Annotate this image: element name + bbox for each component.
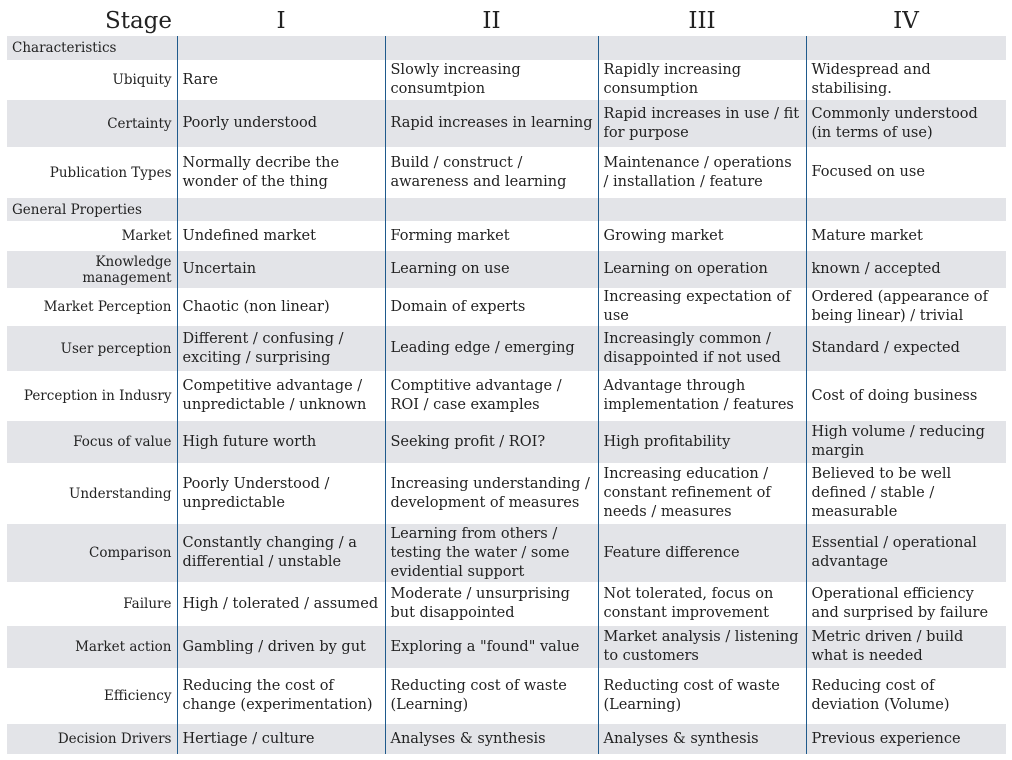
cell-stage-1: High / tolerated / assumed [177, 582, 385, 626]
cell-stage-2: Reducting cost of waste (Learning) [385, 668, 598, 724]
cell-stage-3: Growing market [598, 221, 806, 251]
cell-stage-3: Maintenance / operations / installation / feature [598, 147, 806, 198]
cell-stage-1: Chaotic (non linear) [177, 288, 385, 326]
table-row [7, 724, 1006, 754]
table-row [7, 288, 1006, 326]
cell-stage-2: Moderate / unsurprising but disappointed [385, 582, 598, 626]
section-row [7, 198, 1006, 221]
row-label: Market action [7, 626, 177, 668]
cell-stage-4: Believed to be well defined / stable / measurable [806, 463, 1006, 524]
cell-stage-3: High profitability [598, 421, 806, 463]
table-row [7, 582, 1006, 626]
stage-header: Stage [104, 8, 172, 34]
cell-stage-1: Constantly changing / a differential / unstable [177, 524, 385, 582]
cell-stage-2: Domain of experts [385, 288, 598, 326]
cell-stage-4: Commonly understood (in terms of use) [806, 100, 1006, 147]
row-label: Publication Types [49, 164, 172, 181]
column-header-iv: IV [893, 8, 919, 34]
cell-stage-4: Previous experience [806, 724, 1006, 754]
cell-stage-2: Seeking profit / ROI? [385, 421, 598, 463]
cell-stage-2: Comptitive advantage / ROI / case examples [385, 371, 598, 421]
cell-stage-3: Rapidly increasing consumption [598, 60, 806, 100]
cell-stage-4: Focused on use [806, 147, 1006, 198]
section-empty-cell [598, 36, 806, 60]
table-row [7, 626, 1006, 668]
section-empty-cell [385, 36, 598, 60]
table-row [7, 147, 1006, 198]
column-header-iii: III [688, 8, 716, 34]
row-label: Efficiency [103, 688, 172, 704]
cell-stage-4: Ordered (appearance of being linear) / trivial [806, 288, 1006, 326]
section-row [7, 36, 1006, 60]
table-row [7, 326, 1006, 371]
cell-stage-3: Increasing education / constant refinement of needs / measures [598, 463, 806, 524]
cell-stage-1: Competitive advantage / unpredictable / unknown [177, 371, 385, 421]
row-label: Knowledge management [7, 251, 177, 288]
row-label: Certainty [7, 100, 177, 147]
section-empty-cell [806, 198, 1006, 221]
cell-stage-1: Rare [177, 60, 385, 100]
cell-stage-4: Reducing cost of deviation (Volume) [806, 668, 1006, 724]
cell-stage-2: Learning on use [385, 251, 598, 288]
cell-stage-3: Feature difference [598, 524, 806, 582]
cell-stage-4: Operational efficiency and surprised by failure [806, 582, 1006, 626]
cell-stage-3: Advantage through implementation / features [598, 371, 806, 421]
row-label: Ubiquity [112, 72, 172, 88]
table-row [7, 371, 1006, 421]
section-empty-cell [385, 198, 598, 221]
cell-stage-2: Build / construct / awareness and learning [385, 147, 598, 198]
cell-stage-4: Essential / operational advantage [806, 524, 1006, 582]
cell-stage-1: Reducing the cost of change (experimentation) [177, 668, 385, 724]
row-label: Failure [123, 596, 172, 612]
section-empty-cell [177, 198, 385, 221]
table-body [7, 36, 1006, 754]
cell-stage-3: Market analysis / listening to customers [598, 626, 806, 668]
table-row [7, 668, 1006, 724]
cell-stage-1: High future worth [177, 421, 385, 463]
row-label: Understanding [68, 485, 172, 502]
cell-stage-4: Standard / expected [806, 326, 1006, 371]
row-label: Focus of value [7, 421, 177, 463]
cell-stage-3: Rapid increases in use / fit for purpose [598, 100, 806, 147]
cell-stage-4: Widespread and stabilising. [806, 60, 1006, 100]
cell-stage-3: Analyses & synthesis [598, 724, 806, 754]
row-label: User perception [7, 326, 177, 371]
cell-stage-2: Increasing understanding / development of measures [385, 463, 598, 524]
cell-stage-1: Different / confusing / exciting / surprising [177, 326, 385, 371]
cell-stage-3: Increasing expectation of use [598, 288, 806, 326]
cell-stage-3: Not tolerated, focus on constant improvement [598, 582, 806, 626]
section-title: Characteristics [7, 36, 177, 60]
cell-stage-4: Metric driven / build what is needed [806, 626, 1006, 668]
row-label: Decision Drivers [7, 724, 177, 754]
cell-stage-2: Leading edge / emerging [385, 326, 598, 371]
cell-stage-1: Uncertain [177, 251, 385, 288]
cell-stage-4: Cost of doing business [806, 371, 1006, 421]
cell-stage-2: Learning from others / testing the water / some evidential support [385, 524, 598, 582]
cell-stage-2: Forming market [385, 221, 598, 251]
cell-stage-1: Poorly Understood / unpredictable [177, 463, 385, 524]
table-row [7, 221, 1006, 251]
table-row [7, 60, 1006, 100]
table-row [7, 100, 1006, 147]
row-label: Perception in Indusry [23, 388, 172, 404]
cell-stage-2: Analyses & synthesis [385, 724, 598, 754]
cell-stage-3: Reducting cost of waste (Learning) [598, 668, 806, 724]
cell-stage-3: Learning on operation [598, 251, 806, 288]
table-row [7, 463, 1006, 524]
cell-stage-1: Hertiage / culture [177, 724, 385, 754]
cell-stage-1: Gambling / driven by gut [177, 626, 385, 668]
table-row [7, 421, 1006, 463]
table-row [7, 524, 1006, 582]
cell-stage-4: Mature market [806, 221, 1006, 251]
section-title: General Properties [7, 198, 177, 221]
stage-characteristics-table [7, 0, 1006, 754]
section-empty-cell [806, 36, 1006, 60]
cell-stage-4: known / accepted [806, 251, 1006, 288]
row-label: Comparison [7, 524, 177, 582]
section-empty-cell [598, 198, 806, 221]
row-label: Market Perception [43, 299, 172, 315]
cell-stage-1: Undefined market [177, 221, 385, 251]
cell-stage-1: Normally decribe the wonder of the thing [177, 147, 385, 198]
column-header-ii: II [482, 8, 501, 34]
section-empty-cell [177, 36, 385, 60]
cell-stage-1: Poorly understood [177, 100, 385, 147]
cell-stage-2: Slowly increasing consumtpion [385, 60, 598, 100]
cell-stage-4: High volume / reducing margin [806, 421, 1006, 463]
column-header-i: I [276, 8, 286, 34]
cell-stage-2: Exploring a "found" value [385, 626, 598, 668]
cell-stage-2: Rapid increases in learning [385, 100, 598, 147]
header-row [7, 0, 1006, 36]
row-label: Market [121, 228, 172, 244]
table-row [7, 251, 1006, 288]
cell-stage-3: Increasingly common / disappointed if not used [598, 326, 806, 371]
